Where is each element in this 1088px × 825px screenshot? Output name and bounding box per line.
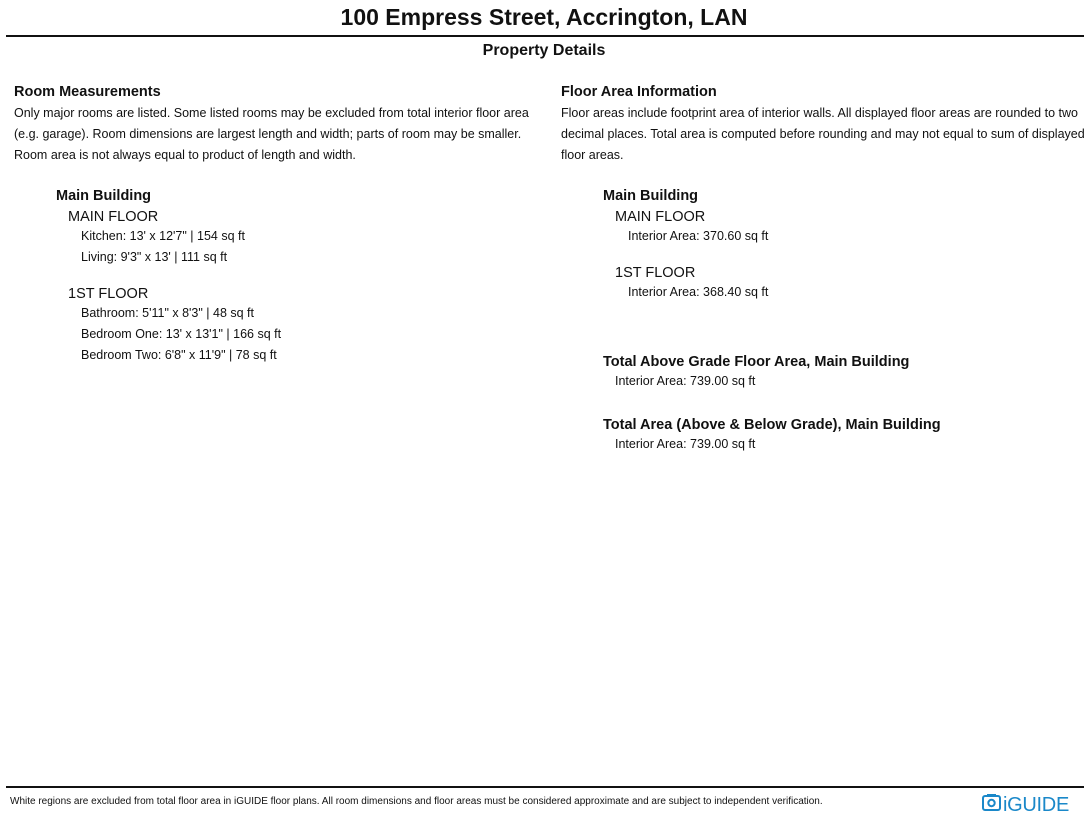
camera-icon bbox=[982, 793, 1001, 817]
footer-divider bbox=[6, 786, 1084, 788]
room-measurements-description: Only major rooms are listed. Some listed rooms may be excluded from total interior floor area (e.g. garage). Room dimensions are largest length and width; parts of room may be smaller. Room area is not always equal to product of length and width. bbox=[14, 106, 529, 162]
room-line: Kitchen: 13' x 12'7" | 154 sq ft bbox=[81, 229, 245, 243]
room-line: Bedroom Two: 6'8" x 11'9" | 78 sq ft bbox=[81, 348, 277, 362]
floor-area-heading: Floor Area Information bbox=[561, 84, 717, 100]
total-above-grade-value: Interior Area: 739.00 sq ft bbox=[615, 374, 756, 388]
floor-area-building bbox=[603, 187, 1073, 303]
footer-disclaimer: White regions are excluded from total floor area in iGUIDE floor plans. All room dimensions and floor areas must be considered approximate and are subject to independent verification. bbox=[10, 796, 823, 807]
room-line: Bedroom One: 13' x 13'1" | 166 sq ft bbox=[81, 327, 282, 341]
floor-area-value: Interior Area: 368.40 sq ft bbox=[628, 285, 769, 299]
total-above-grade bbox=[603, 353, 1073, 392]
room-measurements-section bbox=[14, 83, 534, 166]
floor-name-1st: 1ST FLOOR bbox=[68, 286, 149, 302]
floor-area-description: Floor areas include footprint area of interior walls. All displayed floor areas are rounded to two decimal places. Total area is computed before rounding and may not equal to sum of displayed floor areas. bbox=[561, 106, 1085, 162]
iguide-logo bbox=[982, 792, 1069, 818]
floor-area-value: Interior Area: 370.60 sq ft bbox=[628, 229, 769, 243]
floor-name-main: MAIN FLOOR bbox=[68, 209, 159, 225]
room-measurements-heading: Room Measurements bbox=[14, 84, 161, 100]
total-area-title: Total Area (Above & Below Grade), Main Building bbox=[603, 417, 941, 433]
total-above-grade-title: Total Above Grade Floor Area, Main Building bbox=[603, 354, 910, 370]
building-title: Main Building bbox=[603, 188, 699, 204]
room-line: Living: 9'3" x 13' | 111 sq ft bbox=[81, 250, 228, 264]
floor-name-1st: 1ST FLOOR bbox=[615, 265, 696, 281]
page-subtitle: Property Details bbox=[482, 42, 606, 59]
room-measurements-building bbox=[56, 187, 516, 366]
title-divider bbox=[6, 35, 1084, 37]
floor-name-main: MAIN FLOOR bbox=[615, 209, 706, 225]
page-title: 100 Empress Street, Accrington, LAN bbox=[340, 4, 748, 30]
logo-text: iGUIDE bbox=[1003, 794, 1069, 816]
total-area-value: Interior Area: 739.00 sq ft bbox=[615, 437, 756, 451]
floor-area-section bbox=[561, 83, 1086, 166]
total-area-all bbox=[603, 416, 1073, 455]
building-title: Main Building bbox=[56, 188, 152, 204]
room-line: Bathroom: 5'11" x 8'3" | 48 sq ft bbox=[81, 306, 255, 320]
